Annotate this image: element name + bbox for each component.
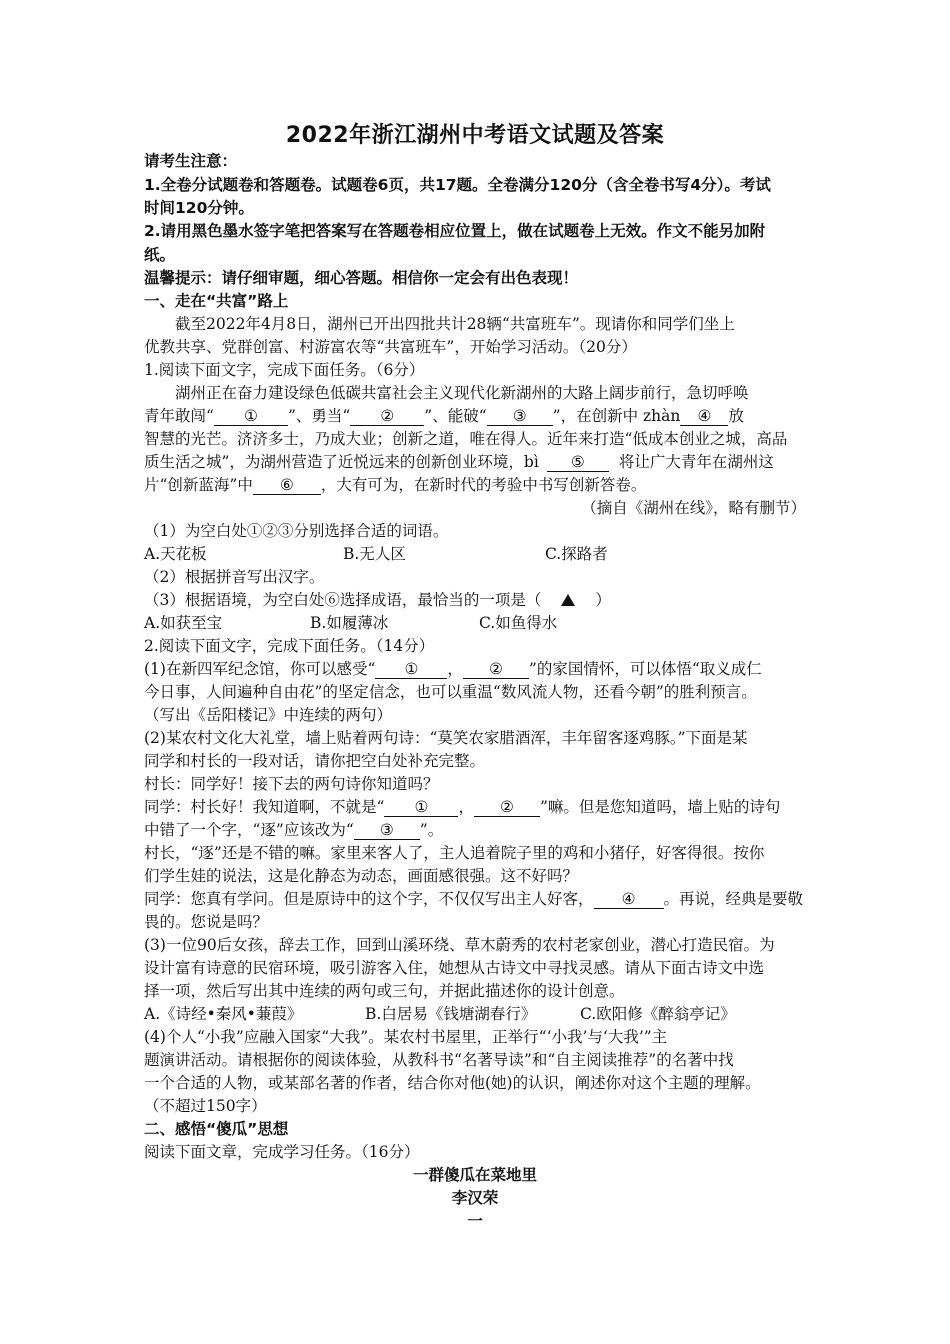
passage-line-2: [144, 405, 744, 427]
passage-line-4: [144, 451, 774, 473]
part1-heading: 一、走在“共富”路上: [144, 292, 289, 310]
option-c: C.探路者: [545, 545, 608, 563]
option-b: B.如履薄冰: [310, 614, 389, 632]
q2-text: (1)在新四军纪念馆，你可以感受“: [144, 660, 376, 678]
q2-1-line-3: （写出《岳阳楼记》中连续的两句）: [144, 706, 393, 724]
part1-intro-cont: 优教共享、党群创富、村游富农等“共富班车”，开始学习活动。（20分）: [144, 338, 637, 356]
passage-source: （摘自《湖州在线》，略有删节）: [581, 499, 806, 517]
passage-line-1: 湖州正在奋力建设绿色低碳共富社会主义现代化新湖州的大路上阔步前行，急切呼唤: [175, 384, 749, 402]
notice-tip: 温馨提示：请仔细审题，细心答题。相信你一定会有出色表现！: [144, 269, 579, 287]
passage-text: 将让广大青年在湖州这: [618, 453, 774, 471]
passage-line-3: 智慧的光芒。济济多士，乃成大业；创新之道，唯在得人。近年来打造“低成本创业之城，高品: [144, 430, 788, 448]
option-c: C.欧阳修《醉翁亭记》: [580, 1005, 736, 1023]
dialogue-1: 村长：同学好！接下去的两句诗你知道吗？: [144, 775, 439, 793]
blank-3: ③: [354, 821, 420, 840]
q2-3-line-1: (3)一位90后女孩，辞去工作，回到山溪环绕、草木蔚秀的农村老家创业，潜心打造民宿。为: [144, 936, 775, 954]
notice-heading: 请考生注意：: [144, 152, 238, 170]
passage-line-5: [144, 474, 646, 496]
dialogue-2: [144, 796, 780, 818]
q2-text: ”的家国情怀，可以体悟“取义成仁: [528, 660, 762, 678]
dialogue-3: 村长，“逐”还是不错的嘛。家里来客人了，主人追着院子里的鸡和小猪仔，好客得很。按你: [144, 844, 765, 862]
subquestion-1: （1）为空白处①②③分别选择合适的词语。: [144, 522, 449, 540]
dialogue-text: 。再说，经典是要敬: [663, 890, 804, 908]
passage-text: ，大有可为，在新时代的考验中书写创新答卷。: [320, 476, 647, 494]
blank-1: ①: [214, 407, 288, 426]
subquestion-3-text: （3）根据语境，为空白处⑥选择成语，最恰当的一项是（: [144, 591, 542, 609]
option-a: A.《诗经•秦风•蒹葭》: [144, 1005, 303, 1023]
passage-text: ”、勇当“: [287, 407, 351, 425]
part1-intro: 截至2022年4月8日，湖州已开出四批共计28辆“共富班车”。现请你和同学们坐上: [175, 315, 735, 333]
dialogue-4-cont: 畏的。您说是吗？: [144, 913, 269, 931]
dialogue-text: ”。: [419, 821, 444, 839]
option-b: B.无人区: [343, 545, 406, 563]
subquestion-2: （2）根据拼音写出汉字。: [144, 568, 325, 586]
subquestion-3-close: ）: [595, 591, 611, 609]
passage-text: ”，在创新中 zhàn: [552, 407, 681, 425]
dialogue-text: ”嘛。但是您知道吗，墙上贴的诗句: [539, 798, 781, 816]
blank-1: ①: [375, 660, 447, 679]
dialogue-3-cont: 们学生娃的说法，这是化静态为动态，画面感很强。这不好吗？: [144, 867, 579, 885]
dialogue-2-cont: [144, 819, 443, 841]
q2-1-line-1: [144, 658, 762, 680]
dialogue-text: 中错了一个字，“逐”应该改为“: [144, 821, 354, 839]
blank-1: ①: [384, 798, 458, 817]
notice-item-2: 2.请用黑色墨水签字笔把答案写在答题卷相应位置上，做在试题卷上无效。作文不能另加附: [144, 222, 766, 240]
question-2: 2.阅读下面文字，完成下面任务。（14分）: [144, 637, 435, 655]
notice-item-2-cont: 纸。: [144, 246, 176, 264]
blank-3: ③: [487, 407, 553, 426]
notice-item-1-cont: 时间120分钟。: [144, 199, 254, 217]
passage-text: 质生活之城”，为湖州营造了近悦远来的创新创业环境，bì: [144, 453, 539, 471]
article-author: 李汉荣: [451, 1189, 499, 1207]
q2-2-line-2: 同学和村长的一段对话，请你把空白处补充完整。: [144, 752, 486, 770]
passage-text: ”、能破“: [424, 407, 487, 425]
part2-heading: 二、感悟“傻瓜”思想: [144, 1120, 289, 1138]
notice-item-1: 1.全卷分试题卷和答题卷。试题卷6页，共17题。全卷满分120分（含全卷书写4分）。考试: [144, 176, 771, 194]
blank-2: ②: [474, 798, 540, 817]
q2-text: ，: [447, 660, 463, 678]
blank-5: ⑤: [547, 453, 609, 472]
blank-4: ④: [680, 407, 728, 426]
page-title: 2022年浙江湖州中考语文试题及答案: [285, 123, 665, 148]
question-1: 1.阅读下面文字，完成下面任务。（6分）: [144, 361, 425, 379]
q2-3-line-3: 择一项，然后写出其中连续的两句或三句，并据此描述你的设计创意。: [144, 982, 625, 1000]
blank-2: ②: [463, 660, 529, 679]
q2-2-line-1: (2)某农村文化大礼堂，墙上贴着两句诗：“莫笑农家腊酒浑，丰年留客逐鸡豚。”下面是某: [144, 729, 748, 747]
passage-text: 放: [728, 407, 744, 425]
q2-3-line-2: 设计富有诗意的民宿环境，吸引游客入住，她想从古诗文中寻找灵感。请从下面古诗文中选: [144, 959, 765, 977]
blank-4: ④: [594, 890, 664, 909]
option-a: A.天花板: [144, 545, 207, 563]
passage-text: 片“创新蓝海”中: [144, 476, 253, 494]
section-number: 一: [467, 1212, 483, 1230]
q2-1-line-2: 今日事，人间遍种自由花”的坚定信念，也可以重温“数风流人物，还看今朝”的胜利预言。: [144, 683, 757, 701]
passage-text: 青年敢闯“: [144, 407, 214, 425]
dialogue-text: 同学：村长好！我知道啊，不就是“: [144, 798, 385, 816]
option-b: B.白居易《钱塘湖春行》: [365, 1005, 537, 1023]
dialogue-4: [144, 888, 803, 910]
article-title: 一群傻瓜在菜地里: [412, 1166, 537, 1184]
dialogue-text: ，: [458, 798, 474, 816]
q2-4-line-4: （不超过150字）: [144, 1097, 267, 1115]
q2-4-line-2: 题演讲活动。请根据你的阅读体验，从教科书“名著导读”和“自主阅读推荐”的名著中找: [144, 1051, 734, 1069]
q2-4-line-3: 一个合适的人物，或某部名著的作者，结合你对他(她)的认识，阐述你对这个主题的理解。: [144, 1074, 761, 1092]
blank-6: ⑥: [253, 476, 321, 495]
triangle-icon: [561, 594, 575, 606]
q2-4-line-1: (4)个人“小我”应融入国家“大我”。某农村书屋里，正举行“‘小我’与‘大我’”主: [144, 1028, 668, 1046]
option-a: A.如获至宝: [144, 614, 223, 632]
subquestion-3: [144, 589, 611, 611]
dialogue-text: 同学：您真有学问。但是原诗中的这个字，不仅仅写出主人好客，: [144, 890, 594, 908]
part2-intro: 阅读下面文章，完成学习任务。（16分）: [144, 1143, 420, 1161]
option-c: C.如鱼得水: [479, 614, 558, 632]
blank-2: ②: [350, 407, 424, 426]
